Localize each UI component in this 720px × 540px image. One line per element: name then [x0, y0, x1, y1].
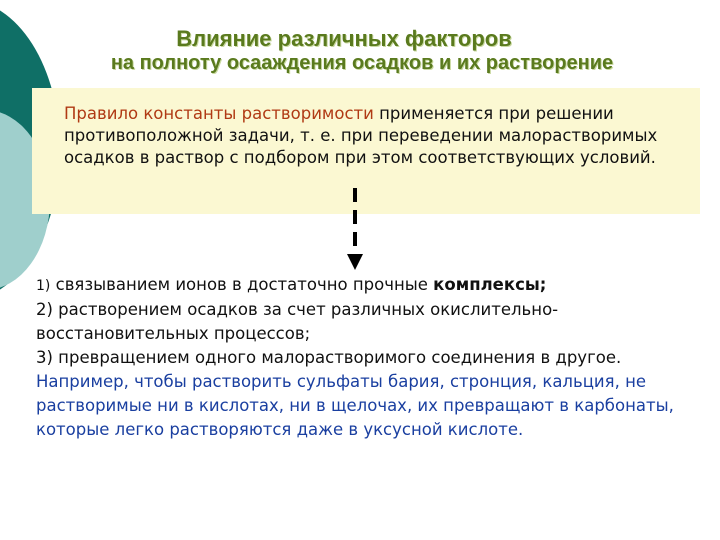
slide-title-line-2: на полноту осааждения осадков и их растворение [110, 52, 614, 74]
slide-title-line-1: Влияние различных факторов [176, 26, 512, 51]
note-rest-text: применяется при решении противоположной задачи, т. е. при переведении малорастворимых осадков в раствор с подбором при этом соответствующих условий. [64, 104, 658, 167]
dashed-down-arrow-icon [345, 188, 365, 272]
note-accent-text: Правило константы растворимости [64, 104, 374, 123]
methods-list [36, 273, 696, 442]
example-text: Например, чтобы растворить сульфаты бария, стронция, кальция, не растворимые ни в кислотах, ни в щелочах, их превращают в карбонаты, которые легко растворяются даже в уксусной кислоте. [36, 372, 674, 439]
list-item-2: 2) растворением осадков за счет различных окислительно-восстановительных процессов; [36, 300, 559, 343]
list-item-1: 1) связыванием ионов в достаточно прочные комплексы; [36, 275, 547, 294]
note-text [64, 103, 696, 169]
list-item-3: 3) превращением одного малорастворимого соединения в другое. Например, чтобы растворить сульфаты бария, стронция, кальция, не растворимые ни в кислотах, ни в щелочах, их превращают в карбонаты, которые легко растворяются даже в уксусной кислоте. [36, 348, 674, 439]
